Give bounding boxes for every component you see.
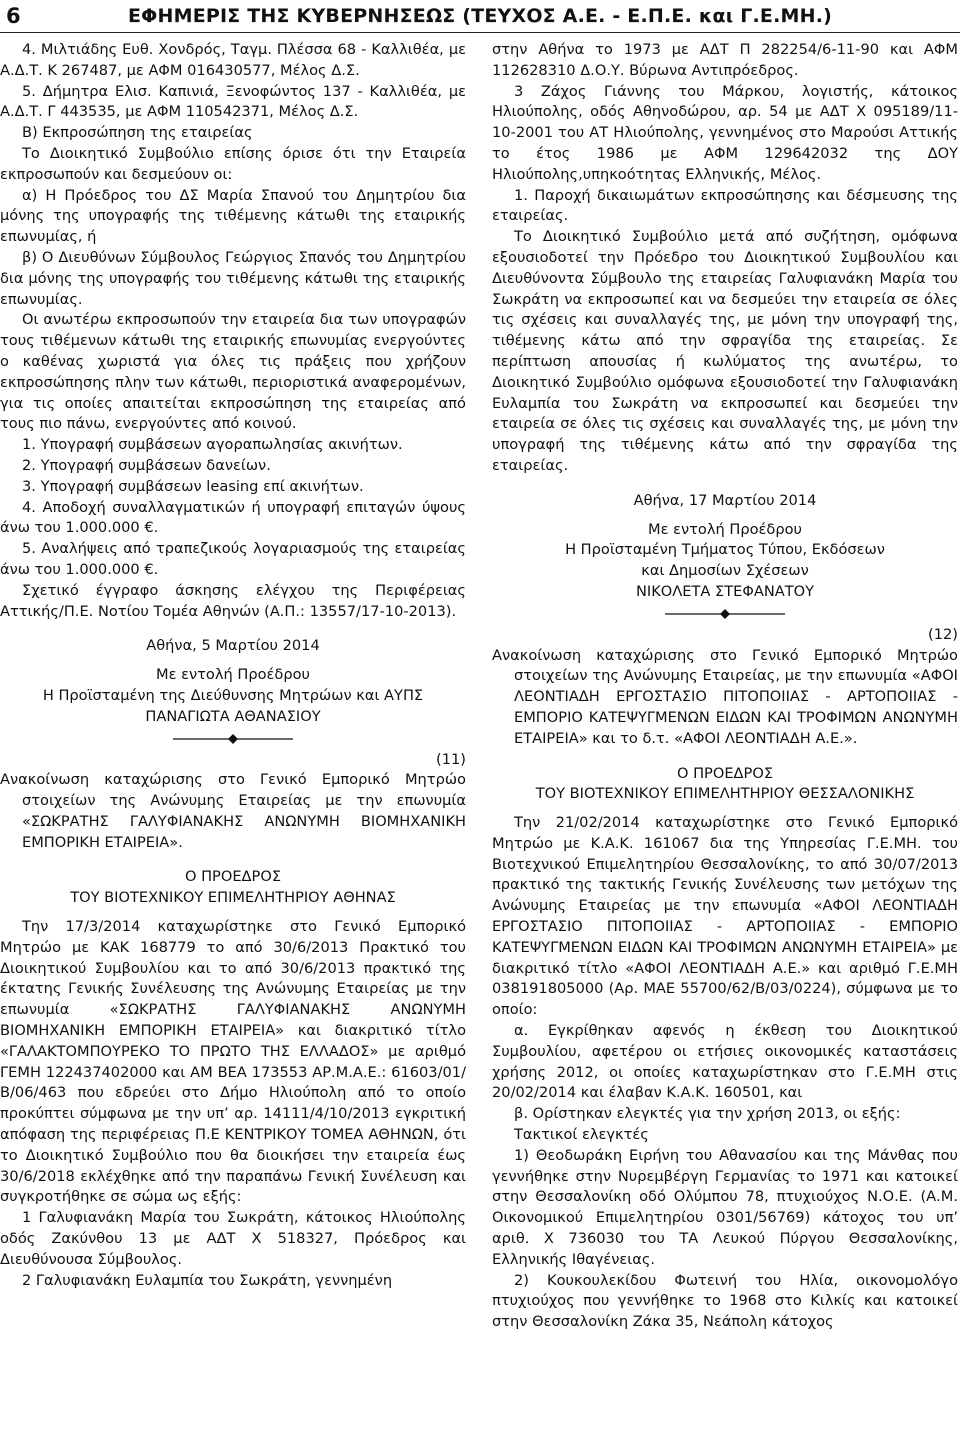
page-header (0, 0, 960, 32)
paragraph: Σχετικό έγγραφο άσκησης ελέγχου της Περιφέρειας Αττικής/Π.Ε. Νοτίου Τομέα Αθηνών (Α.Π.: 13557/17-10-2013). (0, 581, 466, 620)
authority-heading: ΤΟΥ ΒΙΟΤΕΧΝΙΚΟΥ ΕΠΙΜΕΛΗΤΗΡΙΟΥ ΑΘΗΝΑΣ (70, 889, 396, 907)
member-4: 4. Μιλτιάδης Ευθ. Χονδρός, Ταγμ. Πλέσσα 68 - Καλλιθέα, με Α.Δ.Τ. Κ 267487, με ΑΦΜ 016430577, Μέλος Δ.Σ. (0, 41, 466, 79)
authority-heading: ΤΟΥ ΒΙΟΤΕΧΝΙΚΟΥ ΕΠΙΜΕΛΗΤΗΡΙΟΥ ΘΕΣΣΑΛΟΝΙΚΗΣ (535, 785, 915, 803)
paragraph: Το Διοικητικό Συμβούλιο επίσης όρισε ότι την Εταιρεία εκπροσωπούν και δεσμεύουν οι: (0, 144, 466, 183)
diamond-separator-icon (665, 609, 785, 619)
list-item: 5. Αναλήψεις από τραπεζικούς λογαριασμούς της εταιρείας άνω του 1.000.000 €. (0, 540, 466, 578)
signature-line: και Δημοσίων Σχέσεων (641, 562, 809, 580)
signature-date: Αθήνα, 17 Μαρτίου 2014 (633, 491, 817, 509)
signature-date: Αθήνα, 5 Μαρτίου 2014 (146, 637, 320, 655)
authority-heading: Ο ΠΡΟΕΔΡΟΣ (676, 764, 774, 782)
signature-name: ΠΑΝΑΓΙΩΤΑ ΑΘΑΝΑΣΙΟΥ (145, 707, 321, 725)
paragraph: Τακτικοί ελεγκτές (514, 1126, 649, 1144)
paragraph: 3 Ζάχος Γιάννης του Μάρκου, λογιστής, κάτοικος Ηλιούπολης, οδός Αθηνοδώρου, αρ. 54 με ΑΔΤ Χ 095189/11-10-2001 του ΑΤ Ηλιούπολης, γεννημένος στο Μαρούσι Αττικής το έτος 1986 με ΑΦΜ 129642032 της ΔΟΥ Ηλιούπολης,υπηκοότητας Ελληνικής, Μέλος. (492, 82, 958, 183)
list-item: 2. Υπογραφή συμβάσεων δανείων. (22, 456, 271, 474)
signature-line: Με εντολή Προέδρου (155, 666, 311, 684)
signature-line: Με εντολή Προέδρου (647, 520, 803, 538)
diamond-separator-icon (173, 734, 293, 744)
paragraph: Την 17/3/2014 καταχωρίστηκε στο Γενικό Εμπορικό Μητρώο με ΚΑΚ 168779 το από 30/6/2013 Πρακτικό του Διοικητικού Συμβουλίου και το από 30/6/2013 πρακτικό της έκτατης Γενικής Συνέλευσης της Ανώνυμης Εταιρείας με την επωνυμία «ΣΩΚΡΑΤΗΣ ΓΑΛΥΦΙΑΝΑΚΗΣ ΑΝΩΝΥΜΗ ΒΙΟΜΗΧΑΝΙΚΗ ΕΜΠΟΡΙΚΗ ΕΤΑΙΡΕΙΑ» και διακριτικό τίτλο «ΓΑΛΑΚΤΟΜΠΟΥΡΕΚΟ ΤΟ ΠΡΩΤΟ ΤΗΣ ΕΛΛΑΔΟΣ» με αριθμό ΓΕΜΗ 122437402000 και ΑΜ ΒΕΑ 173553 ΑΡ.Μ.Α.Ε.: 61603/01/Β/06/463 που εδρεύει στο Δήμο Ηλιούπολη από το οποίο προκύπτει σύμφωνα με την υπ’ αρ. 14111/4/10/2013 εγκριτική απόφαση της περιφέρειας Π.Ε ΚΕΝΤΡΙΚΟΥ ΤΟΜΕΑ ΑΘΗΝΩΝ, ότι το Διοικητικό Συμβούλιο που θα διοικήσει την εταιρεία έως 30/6/2018 εκλέχθηκε από την παραπάνω Γενική Συνέλευση και συγκροτήθηκε σε σώμα ως εξής: (0, 918, 466, 1206)
list-item: 4. Αποδοχή συναλλαγματικών ή υπογραφή επιταγών ύψους άνω του 1.000.000 €. (0, 498, 466, 537)
paragraph: στην Αθήνα το 1973 με ΑΔΤ Π 282254/6-11-90 και ΑΦΜ 112628310 Δ.Ο.Υ. Βύρωνα Αντιπρόεδρος. (492, 41, 958, 79)
signature-name: ΝΙΚΟΛΕΤΑ ΣΤΕΦΑΝΑΤΟΥ (635, 582, 815, 600)
announcement-title: Ανακοίνωση καταχώρισης στο Γενικό Εμπορικό Μητρώο στοιχείων της Ανώνυμης Εταιρείας με την επωνυμία «ΣΩΚΡΑΤΗΣ ΓΑΛΥΦΙΑΝΑΚΗΣ ΑΝΩΝΥΜΗ ΒΙΟΜΗΧΑΝΙΚΗ ΕΜΠΟΡΙΚΗ ΕΤΑΙΡΕΙΑ». (0, 771, 466, 851)
paragraph: α. Εγκρίθηκαν αφενός η έκθεση του Διοικητικού Συμβουλίου, αφετέρου οι ετήσιες οικονομικές καταστάσεις χρήσης 2012, οι οποίες καταχωρίστηκαν στο Γ.Ε.ΜΗ στις 20/02/2014 και έλαβαν Κ.Α.Κ. 160501, και (492, 1022, 958, 1102)
list-item: 3. Υπογραφή συμβάσεων leasing επί ακινήτων. (22, 477, 364, 495)
member-5: 5. Δήμητρα Ελισ. Καπινιά, Ξενοφώντος 137 - Καλλιθέα, με Α.Δ.Τ. Γ 443535, με ΑΦΜ 110542371, Μέλος Δ.Σ. (0, 82, 466, 121)
paragraph: β) Ο Διευθύνων Σύμβουλος Γεώργιος Σπανός του Δημητρίου δια μόνης της υπογραφής του τιθέμενης κάτωθι της εταιρικής επωνυμίας. (0, 248, 466, 308)
paragraph: β. Ορίστηκαν ελεγκτές για την χρήση 2013, οι εξής: (514, 1105, 901, 1123)
announcement-title: Ανακοίνωση καταχώρισης στο Γενικό Εμπορικό Μητρώο στοιχείων της Ανώνυμης Εταιρείας, με την επωνυμία «ΑΦΟΙ ΛΕΟΝΤΙΑΔΗ ΕΡΓΟΣΤΑΣΙΟ ΠΙΤΟΠΟΙΙΑΣ - ΑΡΤΟΠΟΙΙΑΣ - ΕΜΠΟΡΙΟ ΚΑΤΕΨΥΓΜΕΝΩΝ ΕΙΔΩΝ ΚΑΙ ΤΡΟΦΙΜΩΝ ΑΝΩΝΥΜΗ ΕΤΑΙΡΕΙΑ» και το δ.τ. «ΑΦΟΙ ΛΕΟΝΤΙΑΔΗ Α.Ε.». (492, 646, 958, 747)
paragraph: α) Η Πρόεδρος του ΔΣ Μαρία Σπανού του Δημητρίου δια μόνης της υπογραφής της τιθέμενης κάτωθι της εταιρικής επωνυμίας, ή (0, 186, 466, 246)
authority-heading: Ο ΠΡΟΕΔΡΟΣ (184, 868, 282, 886)
paragraph: Το Διοικητικό Συμβούλιο μετά από συζήτηση, ομόφωνα εξουσιοδοτεί την Πρόεδρο του Διοικητικού Συμβουλίου και Διευθύνοντα Σύμβουλο της εταιρείας Γαλυφιανάκη Μαρία του Σωκράτη να εκπροσωπεί και να δεσμεύει την εταιρεία σε όλες τις σχέσεις και συναλλαγές της, με μόνη την υπογραφή της, τιθέμενης κάτω από την σφραγίδα της εταιρείας. Σε περίπτωση απουσίας ή κωλύματος της ανωτέρω, το Διοικητικό Συμβούλιο ομόφωνα εξουσιοδοτεί την Γαλυφιανάκη Ευλαμπία του Σωκράτη να εκπροσωπεί και δεσμεύει την εταιρεία σε όλες τις σχέσεις και συναλλαγές της, με μόνη την υπογραφή της τιθέμενης κάτω από την σφραγίδα της εταιρείας. (492, 228, 958, 474)
signature-line: Η Προϊσταμένη Τμήματος Τύπου, Εκδόσεων (565, 541, 885, 559)
header-rule (0, 32, 960, 33)
paragraph: 2) Κουκουλεκίδου Φωτεινή του Ηλία, οικονομολόγο πτυχιούχος που γεννήθηκε το 1968 στο Κιλκίς και κατοικεί στην Θεσσαλονίκη Ζάκα 35, Νεάπολη κάτοχος (492, 1271, 958, 1331)
paragraph: 1) Θεοδωράκη Ειρήνη του Αθανασίου και της Μάνθας που γεννήθηκε στην Νυρεμβέργη Γερμανίας το 1971 και κατοικεί στην Θεσσαλονίκη οδό Ολύμπου 78, πτυχιούχος Ν.Ο.Ε. (Α.Μ. Οικονομικού Επιμελητηρίου 0301/56769) κάτοχος του υπ’ αριθ. Χ 736030 του ΤΑ Λευκού Πύργου Θεσσαλονίκης, Ελληνικής Ιθαγένειας. (492, 1146, 958, 1268)
announcement-number: (12) (928, 625, 958, 643)
paragraph: 1. Παροχή δικαιωμάτων εκπροσώπησης και δέσμευσης της εταιρείας. (492, 186, 958, 225)
section-heading-representation: Β) Εκπροσώπηση της εταιρείας (22, 124, 253, 142)
signature-line: Η Προϊσταμένη της Διεύθυνσης Μητρώων και ΑΥΠΣ (42, 686, 424, 704)
paragraph: Οι ανωτέρω εκπροσωπούν την εταιρεία δια των υπογραφών τους τιθέμενων κάτωθι της εταιρικής επωνυμίας ενεργούντες ο καθένας χωριστά για όλες τις πράξεις που χρήζουν εκπροσώπησης πλην των κάτωθι, περιοριστικά αναφερομένων, για τις οποίες απαιτείται εκπροσώπηση της εταιρείας από τους πιο πάνω, ενεργούντες από κοινού. (0, 311, 466, 433)
left-column (0, 40, 466, 1291)
paragraph: Την 21/02/2014 καταχωρίστηκε στο Γενικό Εμπορικό Μητρώο με Κ.Α.Κ. 161067 δια της Υπηρεσίας Γ.Ε.ΜΗ. του Βιοτεχνικού Επιμελητηρίου Θεσσαλονίκης, το από 30/07/2013 πρακτικό της τακτικής Γενικής Συνέλευσης των μετόχων της Ανώνυμης Εταιρείας με την επωνυμία «ΑΦΟΙ ΛΕΟΝΤΙΑΔΗ ΕΡΓΟΣΤΑΣΙΟ ΠΙΤΟΠΟΙΙΑΣ - ΑΡΤΟΠΟΙΙΑΣ - ΕΜΠΟΡΙΟ ΚΑΤΕΨΥΓΜΕΝΩΝ ΕΙΔΩΝ ΚΑΙ ΤΡΟΦΙΜΩΝ ΑΝΩΝΥΜΗ ΕΤΑΙΡΕΙΑ» με διακριτικό τίτλο «ΑΦΟΙ ΛΕΟΝΤΙΑΔΗ Α.Ε.» και αριθμό Γ.Ε.ΜΗ 038191805000 (Αρ. ΜΑΕ 55700/62/Β/03/0224), σύμφωνα με το οποίο: (492, 814, 958, 1019)
page-number: 6 (6, 4, 21, 28)
paragraph: 1 Γαλυφιανάκη Μαρία του Σωκράτη, κάτοικος Ηλιούπολης οδός Ζακύνθου 13 με ΑΔΤ Χ 518327, Πρόεδρος και Διευθύνουσα Σύμβουλος. (0, 1209, 466, 1268)
right-column (492, 40, 958, 1333)
announcement-number: (11) (436, 750, 466, 768)
list-item: 1. Υπογραφή συμβάσεων αγοραπωλησίας ακινήτων. (22, 436, 403, 454)
gazette-title: ΕΦΗΜΕΡΙΣ ΤΗΣ ΚΥΒΕΡΝΗΣΕΩΣ (ΤΕΥΧΟΣ Α.Ε. - Ε.Π.Ε. και Γ.Ε.ΜΗ.) (127, 5, 833, 27)
paragraph: 2 Γαλυφιανάκη Ευλαμπία του Σωκράτη, γεννημένη (22, 1271, 393, 1289)
